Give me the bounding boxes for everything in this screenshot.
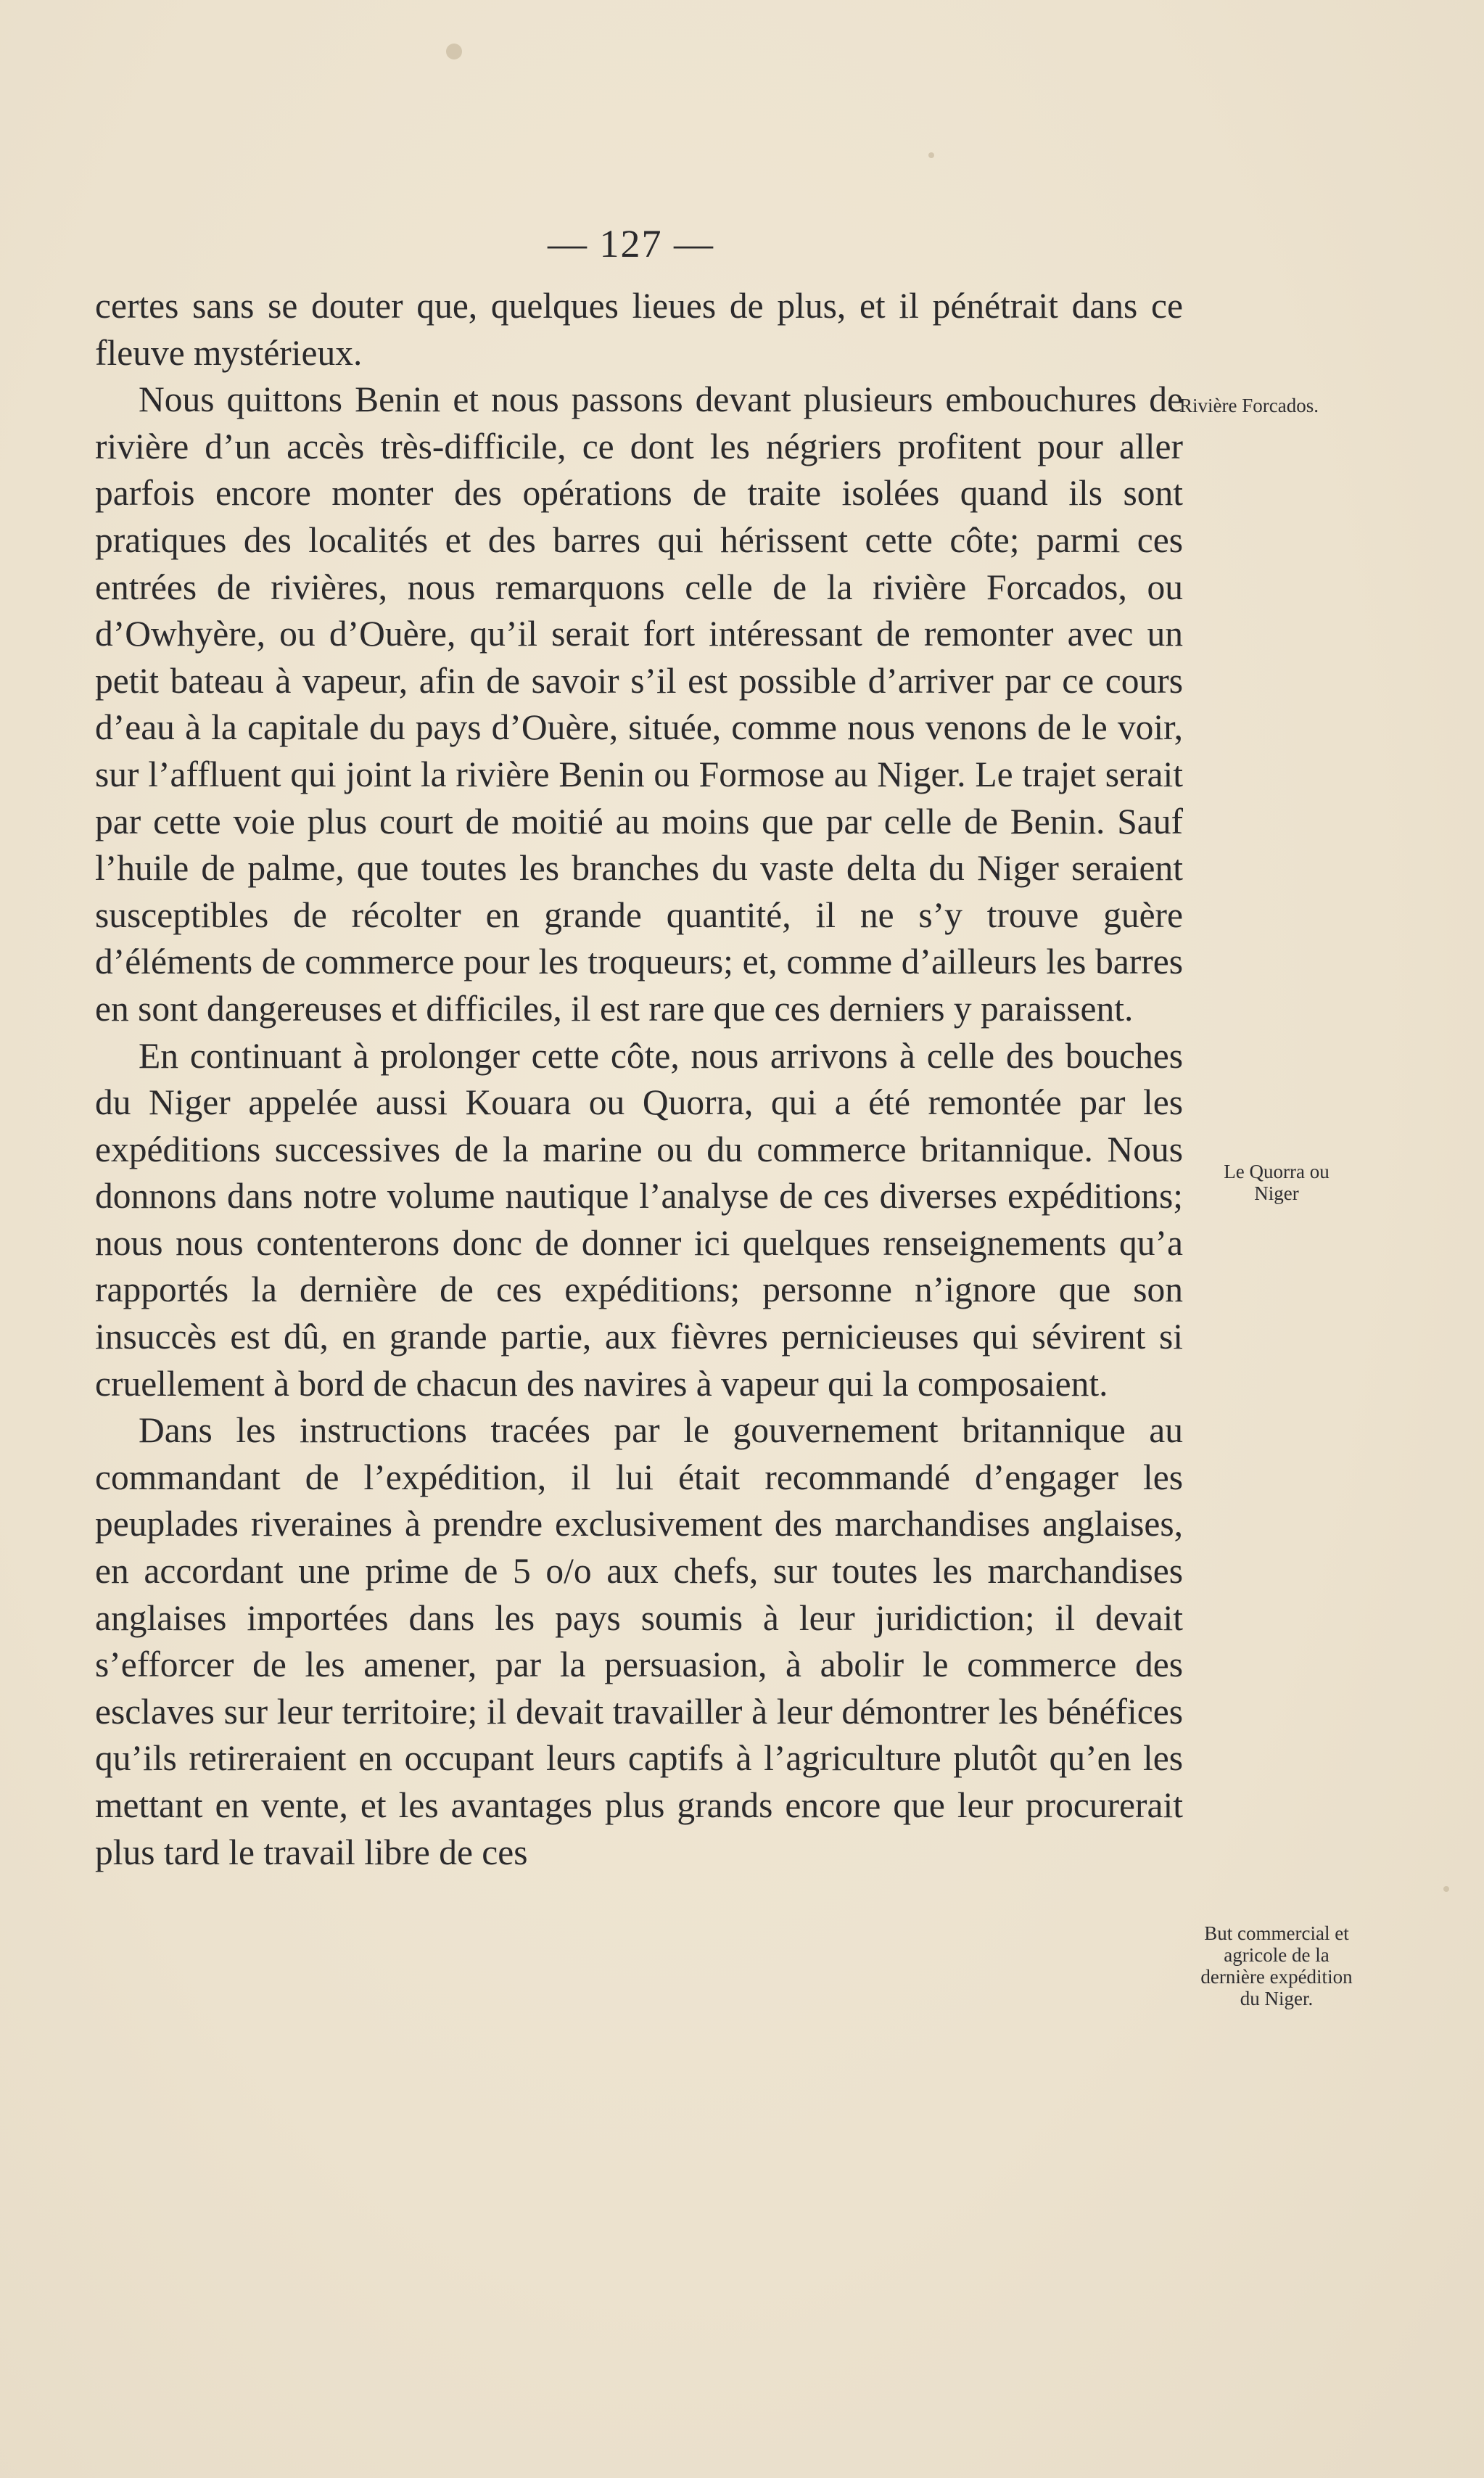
margin-note-expedition: But commercial et agricole de la dernière expédition du Niger. [1200,1922,1353,2009]
paragraph-3: En continuant à prolonger cette côte, nous arrivons à celle des bouches du Niger appelée aussi Kouara ou Quorra, qui a été remontée par les expéditions successives de la marine ou du commerce britannique. Nous donnons dans notre volume nautique l’analyse de ces diverses expéditions; nous nous contenterons donc de donner ici quelques renseignements qu’a rapportés la dernière de ces expéditions; personne n’ignore que son insuccès est dû, en grande partie, aux fièvres pernicieuses qui sévirent si cruellement à bord de chacun des navires à vapeur qui la composaient. [95,1035,1183,1404]
margin-note-quorra: Le Quorra ou Niger [1224,1161,1330,1204]
paper-speck [1443,1886,1449,1892]
page-number: — 127 — [548,222,714,266]
margin-note-forcados: Rivière Forcados. [1179,395,1319,416]
paper-speck [446,44,462,59]
paragraph-4: Dans les instructions tracées par le gouvernement britannique au commandant de l’expédition, il lui était recommandé d’engager les peuplades riveraines à prendre exclusivement des marchandises anglaises, en accordant une prime de 5 o/o aux chefs, sur toutes les marchandises anglaises importées dans les pays soumis à leur juridiction; il devait s’efforcer de les amener, par la persuasion, à abolir le commerce des esclaves sur leur territoire; il devait travailler à leur démontrer les bénéfices qu’ils retireraient en occupant leurs captifs à l’agriculture plutôt qu’en les mettant en vente, et les avantages plus grands encore que leur procurerait plus tard le travail libre de ces [95,1410,1183,1872]
paragraph-1: certes sans se douter que, quelques lieues de plus, et il pénétrait dans ce fleuve mystérieux. [95,286,1183,373]
paragraph-2: Nous quittons Benin et nous passons devant plusieurs embouchures de rivière d’un accès très-difficile, ce dont les négriers profitent pour aller parfois encore monter des opérations de traite isolées quand ils sont pratiques des localités et des barres qui hérissent cette côte; parmi ces entrées de rivières, nous remarquons celle de la rivière Forcados, ou d’Owhyère, ou d’Ouère, qu’il serait fort intéressant de remonter avec un petit bateau à vapeur, afin de savoir s’il est possible d’arriver par ce cours d’eau à la capitale du pays d’Ouère, située, comme nous venons de le voir, sur l’affluent qui joint la rivière Benin ou Formose au Niger. Le trajet serait par cette voie plus court de moitié au moins que par celle de Benin. Sauf l’huile de palme, que toutes les branches du vaste delta du Niger seraient susceptibles de récolter en grande quantité, il ne s’y trouve guère d’éléments de commerce pour les troqueurs; et, comme d’ailleurs les barres en sont dangereuses et difficiles, il est rare que ces derniers y paraissent. [95,379,1183,1029]
paper-speck [928,152,934,158]
body-text [95,283,1183,1876]
